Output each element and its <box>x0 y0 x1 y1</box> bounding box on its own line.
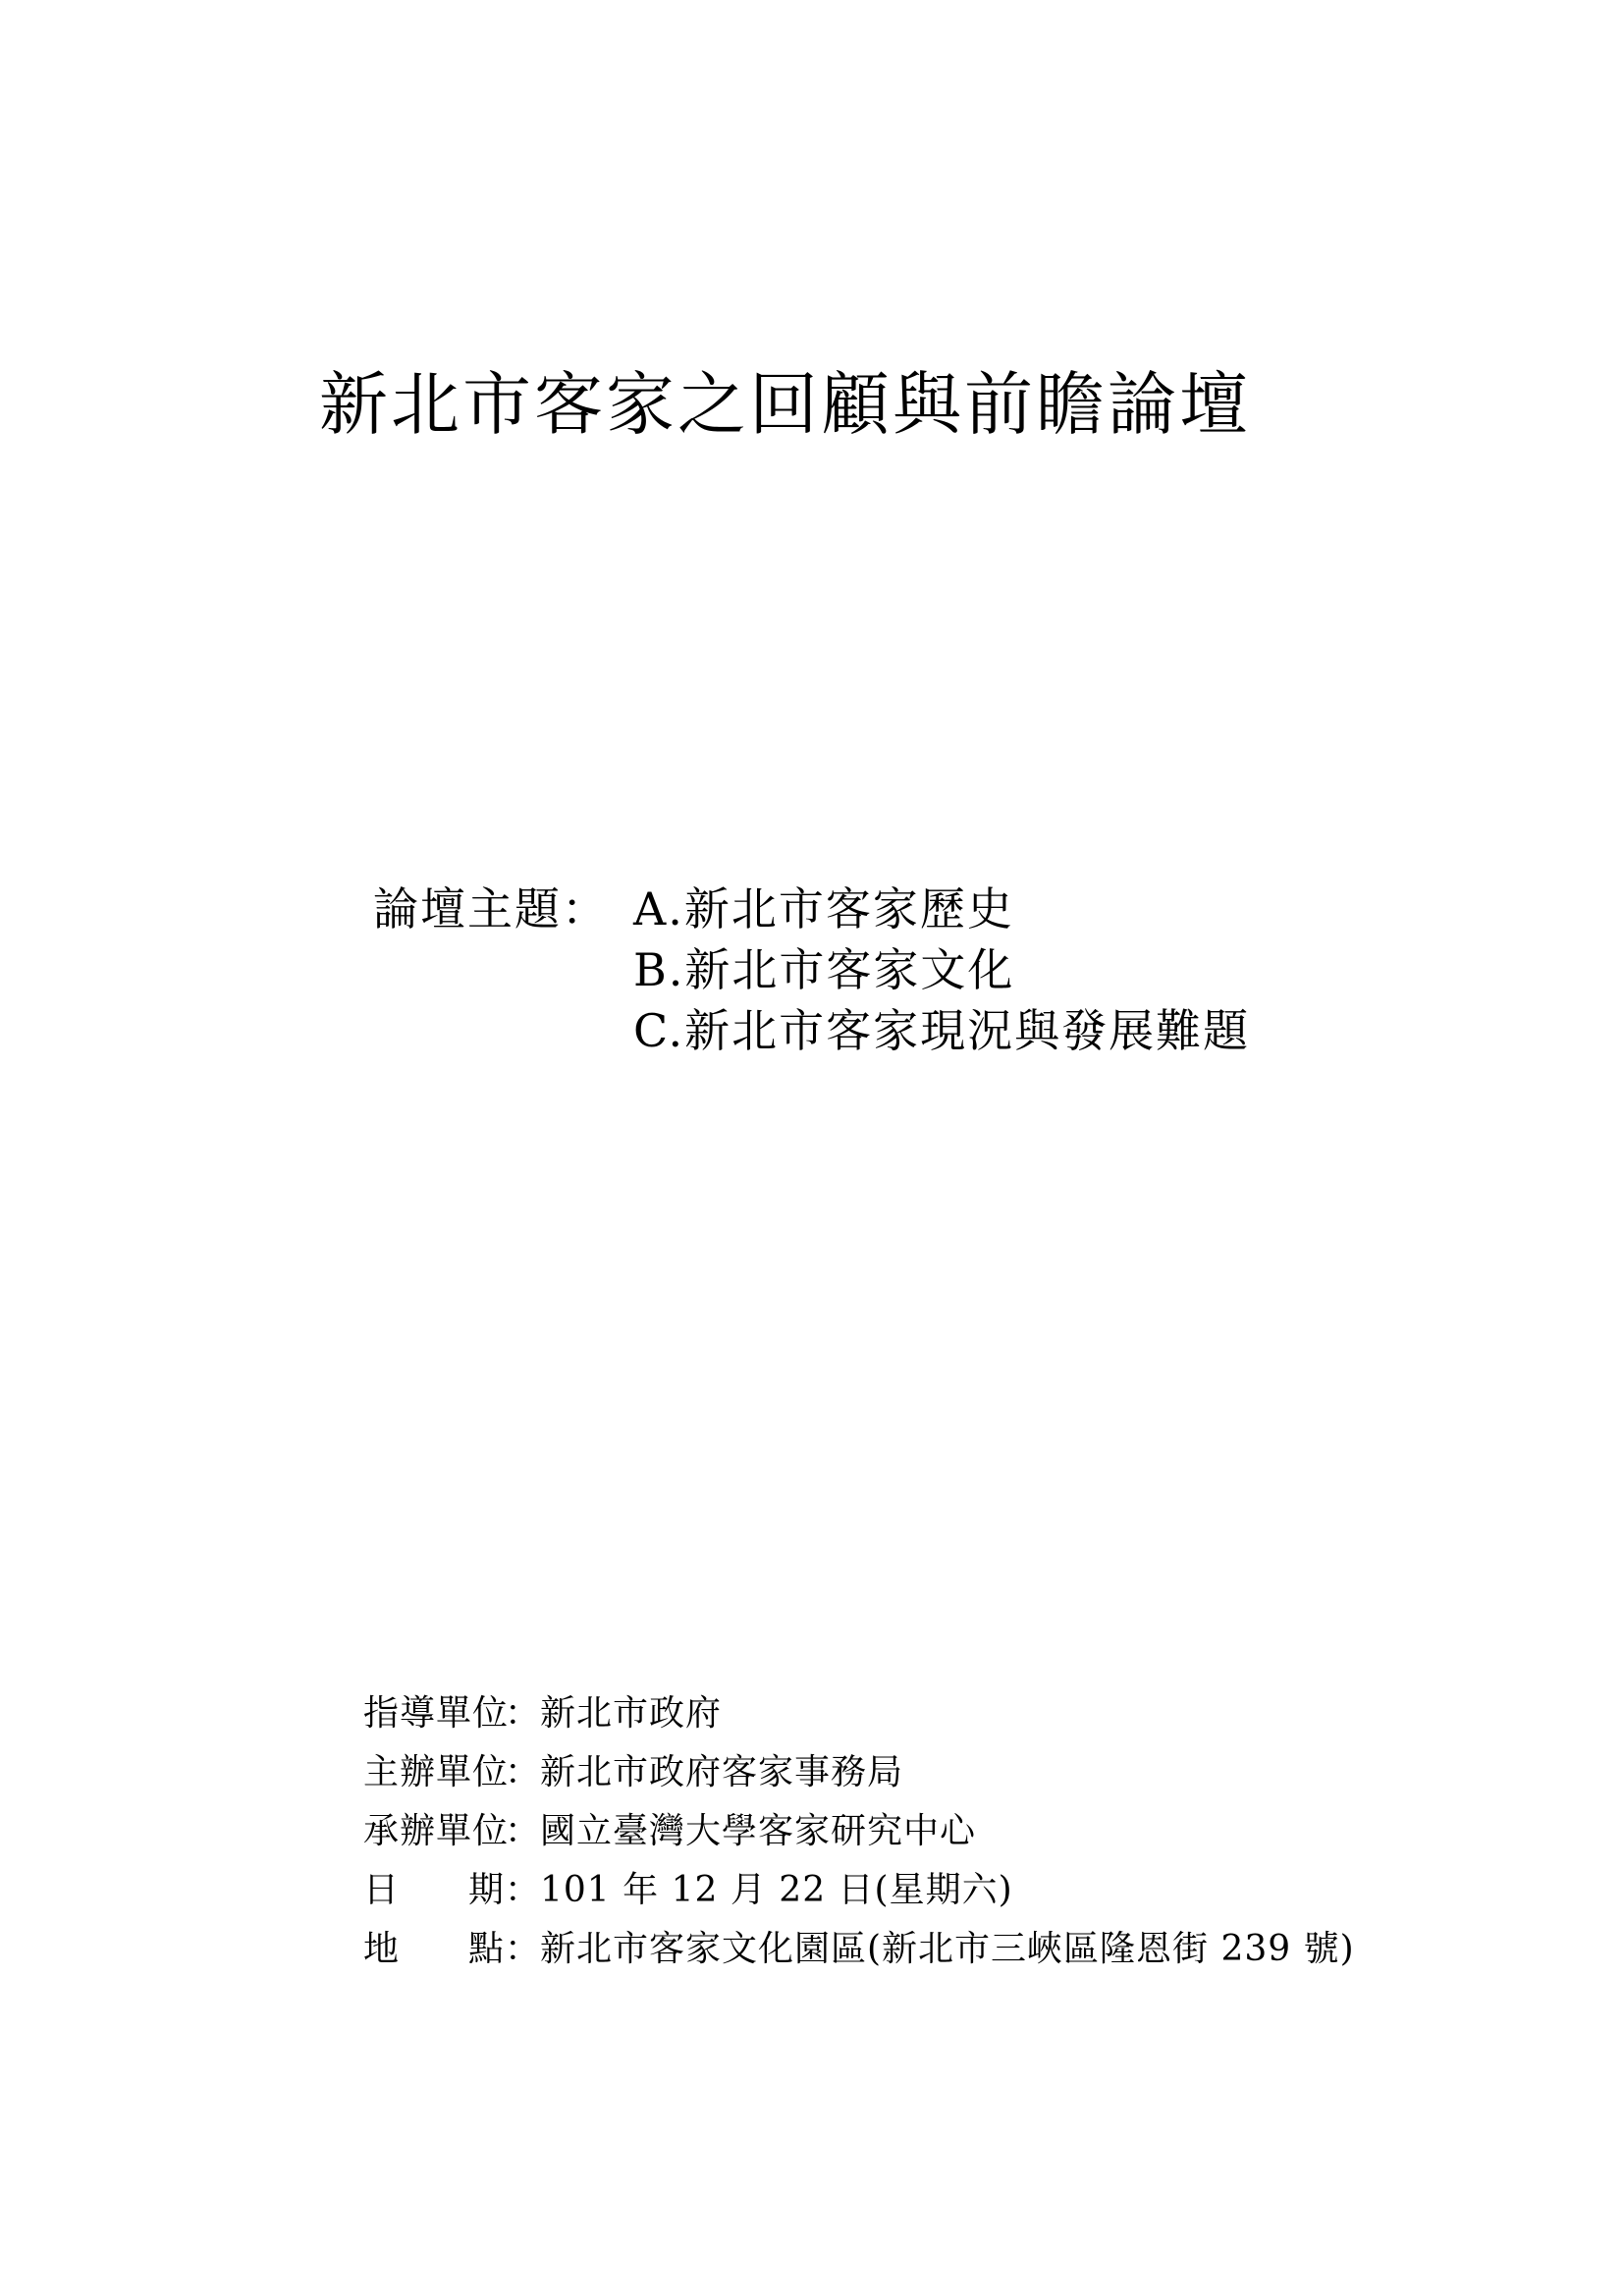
topic-item-b: B.新北市客家文化 <box>633 943 1015 996</box>
date-value: 101 年 12 月 22 日(星期六) <box>540 1869 1013 1910</box>
venue-label-last: 點 <box>467 1928 505 1969</box>
topic-item-c: C.新北市客家現況與發展難題 <box>633 1004 1251 1057</box>
info-row-venue <box>363 1916 1355 1975</box>
document-title: 新北市客家之回顧與前瞻論壇 <box>319 364 1251 445</box>
info-colon: ： <box>505 1751 542 1792</box>
venue-label-first: 地 <box>363 1928 401 1969</box>
venue-value: 新北市客家文化園區(新北市三峽區隆恩街 239 號) <box>540 1928 1355 1969</box>
date-label-first: 日 <box>363 1869 401 1910</box>
info-row-date <box>363 1857 1355 1916</box>
executor-value: 國立臺灣大學客家研究中心 <box>540 1810 977 1851</box>
topics-label: 論壇主題： <box>373 882 609 935</box>
info-colon: ： <box>505 1869 542 1910</box>
info-row-guidance <box>363 1681 1355 1739</box>
venue-label <box>363 1921 505 1971</box>
info-colon: ： <box>505 1692 542 1734</box>
executor-label: 承辦單位 <box>363 1810 510 1851</box>
topic-item-a: A.新北市客家歷史 <box>633 882 1014 935</box>
date-label <box>363 1862 505 1912</box>
organizer-value: 新北市政府客家事務局 <box>540 1751 904 1792</box>
info-colon: ： <box>505 1928 542 1969</box>
guidance-label: 指導單位 <box>363 1692 510 1734</box>
guidance-value: 新北市政府 <box>540 1692 723 1734</box>
topics-list <box>633 879 1250 1061</box>
info-colon: ： <box>505 1810 542 1851</box>
info-row-organizer <box>363 1739 1355 1798</box>
info-row-executor <box>363 1798 1355 1857</box>
organizer-label: 主辦單位 <box>363 1751 510 1792</box>
event-info <box>363 1681 1355 1975</box>
date-label-last: 期 <box>467 1869 505 1910</box>
